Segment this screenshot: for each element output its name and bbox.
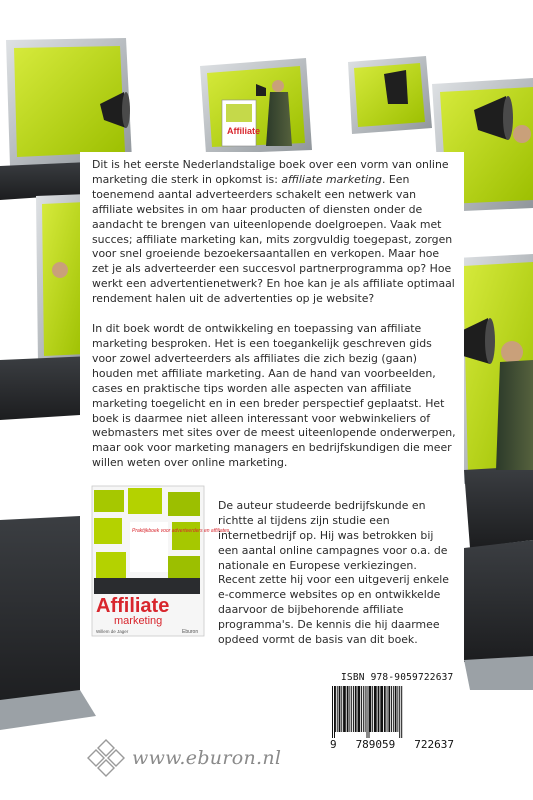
barcode-bar	[370, 686, 372, 732]
barcode-bar	[332, 686, 333, 738]
barcode-bar	[363, 686, 364, 732]
barcode-bar	[393, 686, 394, 732]
barcode-bar	[374, 686, 377, 732]
barcode-digits	[330, 738, 454, 751]
intro-text-1: Dit is het eerste Nederlandstalige boek over een vorm van online marketing die sterk in opkomst is:	[92, 158, 449, 186]
book-title-line1: Affiliate	[96, 595, 170, 617]
barcode-bar	[341, 686, 342, 732]
barcode-bar	[401, 686, 402, 738]
book-cover-thumbnail	[88, 486, 230, 638]
publisher-url: www.eburon.nl	[132, 747, 282, 769]
intro-text-2: . Een toenemend aantal adverteerders schakelt een netwerk van affiliate websites in om haar producten of diensten onder de aandacht te brengen van uiteenlopende doelgroepen. Vaak met succes; affiliate marketing kan, mits zorgvuldig toegepast, zorgen voor snel groeiende bezoekersaantallen en verkopen. Maar hoe zet je als adverteerder een succesvol partnerprogramma op? Hoe werkt een advertentienetwerk? En hoe kan je als affiliate optimaal rendement halen uit de advertenties op je website?	[92, 172, 455, 306]
barcode-bar	[384, 686, 386, 732]
intro-emphasis: affiliate marketing	[281, 172, 382, 186]
book-on-screen-illustration	[222, 100, 260, 146]
barcode-bar	[388, 686, 390, 732]
barcode-bar	[361, 686, 362, 732]
barcode-bar	[339, 686, 341, 732]
isbn-label: ISBN 978-9059722637	[341, 672, 454, 683]
barcode-bar	[343, 686, 346, 732]
barcode-bar	[380, 686, 383, 732]
barcode-bar	[335, 686, 336, 732]
book-title-line2: marketing	[114, 615, 163, 627]
barcode-bar	[391, 686, 392, 732]
barcode-digit-group: 789059	[355, 738, 396, 751]
laptop-icon	[348, 56, 432, 134]
intro-paragraph	[92, 158, 456, 307]
barcode-digit-group: 722637	[414, 738, 454, 751]
barcode-bar	[369, 686, 370, 738]
barcode-bar	[351, 686, 352, 732]
barcode-bar	[395, 686, 397, 732]
barcode-bar	[347, 686, 349, 732]
author-paragraph: De auteur studeerde bedrijfskunde en richtte al tijdens zijn studie een internetbedrijf op. Hij was betrokken bij een aantal online campagnes voor o.a. de nationale en Europese verkiezingen. Recent zette hij voor een uitgeverij enkele e-commerce websites op en ontwikkelde daarvoor de bijbehorende affiliate programma's. De kennis die hij daarmee opdeed vormt de basis van dit boek.	[218, 498, 450, 647]
eburon-diamond-logo-icon	[86, 738, 126, 778]
barcode-bar	[353, 686, 354, 732]
barcode-bar	[349, 686, 350, 732]
barcode-bar	[399, 686, 400, 738]
barcode-bar	[387, 686, 388, 732]
publisher-block	[86, 738, 281, 778]
barcode-digit-group: 9	[330, 738, 337, 751]
book-imprint: Eburon	[182, 629, 199, 635]
description-paragraph: In dit boek wordt de ontwikkeling en toepassing van affiliate marketing besproken. Het is een toegankelijk geschreven gids voor zowel adverteerders als affiliates die zich bezig (gaan) houden met affiliate marketing. Aan de hand van voorbeelden, cases en praktische tips worden alle aspecten van affiliate marketing toegelicht en in een breder perspectief geplaatst. Het boek is daarmee niet alleen interessant voor webwinkeliers of webmasters met sites over de meest uiteenlopende onderwerpen, maar ook voor marketing managers en bedrijfskundigen die meer willen weten over online marketing.	[92, 322, 456, 470]
barcode-bar	[337, 686, 338, 732]
book-subtitle: Praktijkboek voor adverteerders en affiliates	[132, 528, 230, 534]
barcode-bar	[355, 686, 357, 732]
barcode-bar	[358, 686, 361, 732]
barcode-bar	[372, 686, 373, 732]
barcode-bar	[365, 686, 366, 732]
barcode-bar	[397, 686, 398, 732]
isbn-barcode	[330, 686, 454, 738]
barcode-bar	[334, 686, 335, 738]
barcode-bar	[378, 686, 380, 732]
svg-text:Affiliate: Affiliate	[227, 126, 261, 136]
back-cover-copy	[92, 158, 456, 486]
barcode-bar	[367, 686, 368, 738]
book-author: Willem de Jager	[96, 629, 129, 634]
